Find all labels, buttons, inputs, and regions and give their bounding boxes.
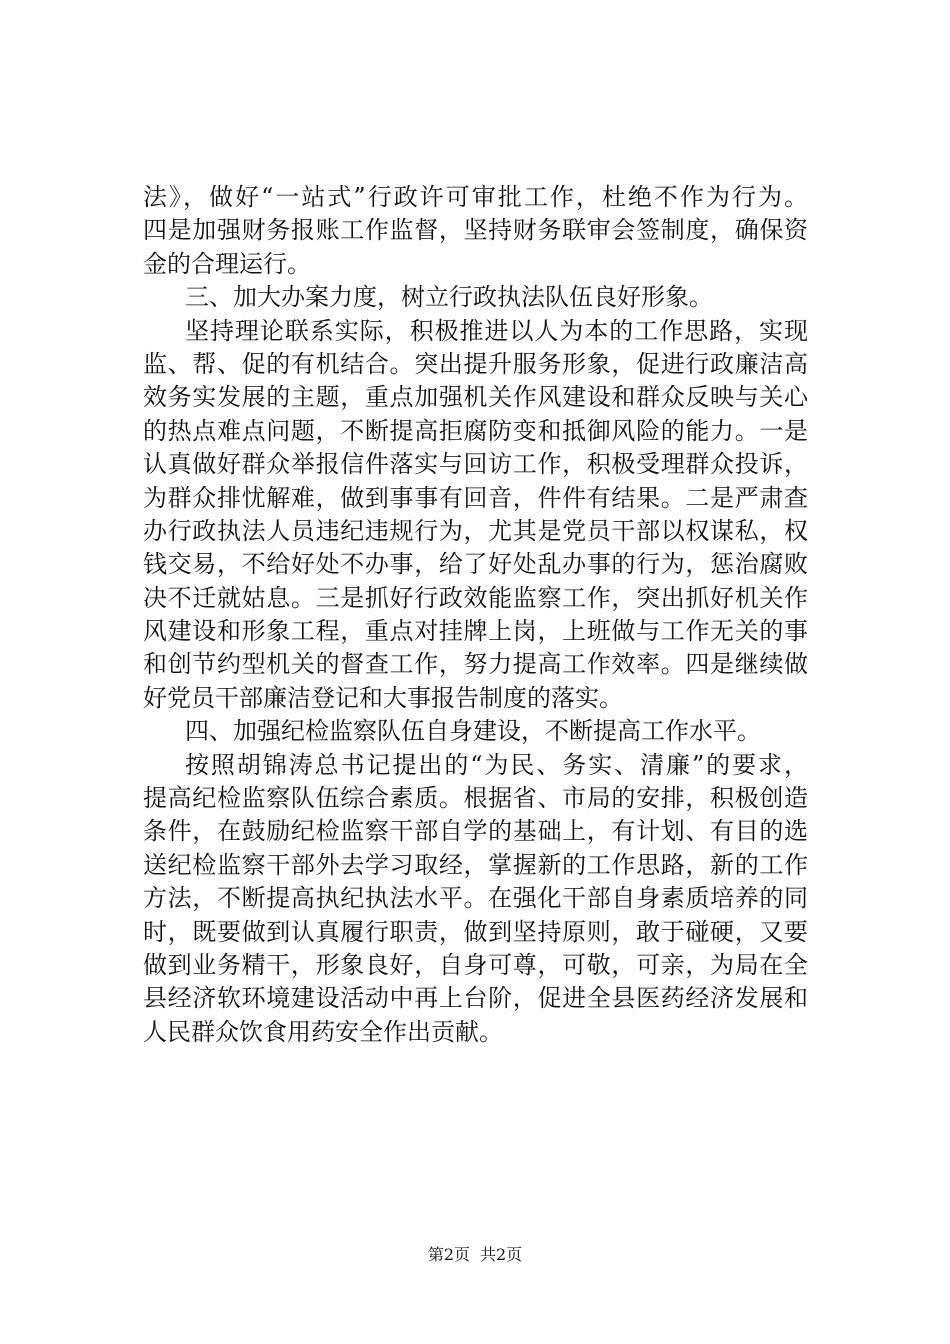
text-line: 监、帮、促的有机结合。突出提升服务形象，促进行政廉洁高 (143, 349, 808, 378)
text-line: 决不迁就姑息。三是抓好行政效能监察工作，突出抓好机关作 (143, 583, 808, 612)
page-total: 共2页 (480, 1245, 523, 1264)
text-line: 按照胡锦涛总书记提出的“为民、务实、清廉”的要求， (185, 750, 808, 779)
text-line: 提高纪检监察队伍综合素质。根据省、市局的安排，积极创造 (143, 784, 808, 813)
text-line: 做到业务精干，形象良好，自身可尊，可敬，可亲，为局在全 (143, 950, 808, 979)
text-line: 送纪检监察干部外去学习取经，掌握新的工作思路，新的工作 (143, 850, 808, 879)
text-line: 四是加强财务报账工作监督，坚持财务联审会签制度，确保资 (143, 216, 808, 245)
text-line: 县经济软环境建设活动中再上台阶，促进全县医药经济发展和 (143, 984, 808, 1013)
text-line: 风建设和形象工程，重点对挂牌上岗，上班做与工作无关的事 (143, 617, 808, 646)
text-line: 人民群众饮食用药安全作出贡献。 (143, 1017, 503, 1046)
text-line: 效务实发展的主题，重点加强机关作风建设和群众反映与关心 (143, 383, 808, 412)
section-heading: 三、加大办案力度，树立行政执法队伍良好形象。 (185, 283, 713, 312)
text-line: 条件，在鼓励纪检监察干部自学的基础上，有计划、有目的选 (143, 817, 808, 846)
text-line: 坚持理论联系实际，积极推进以人为本的工作思路，实现 (185, 316, 808, 345)
page-number: 第2页 (427, 1245, 470, 1264)
text-line: 的热点难点问题，不断提高拒腐防变和抵御风险的能力。一是 (143, 416, 808, 445)
text-line: 金的合理运行。 (143, 249, 311, 278)
document-body (143, 181, 808, 1049)
text-line: 为群众排忧解难，做到事事有回音，件件有结果。二是严肃查 (143, 483, 808, 512)
text-line: 好党员干部廉洁登记和大事报告制度的落实。 (143, 683, 623, 712)
text-line: 方法，不断提高执纪执法水平。在强化干部自身素质培养的同 (143, 884, 808, 913)
page-footer (0, 1245, 950, 1265)
text-line: 钱交易，不给好处不办事，给了好处乱办事的行为，惩治腐败 (143, 550, 808, 579)
text-line: 和创节约型机关的督查工作，努力提高工作效率。四是继续做 (143, 650, 808, 679)
text-line: 法》，做好“一站式”行政许可审批工作，杜绝不作为行为。 (143, 183, 808, 211)
text-line: 时，既要做到认真履行职责，做到坚持原则，敢于碰硬，又要 (143, 917, 808, 946)
text-line: 认真做好群众举报信件落实与回访工作，积极受理群众投诉， (143, 450, 808, 479)
section-heading: 四、加强纪检监察队伍自身建设，不断提高工作水平。 (185, 717, 761, 746)
text-line: 办行政执法人员违纪违规行为，尤其是党员干部以权谋私，权 (143, 516, 808, 545)
